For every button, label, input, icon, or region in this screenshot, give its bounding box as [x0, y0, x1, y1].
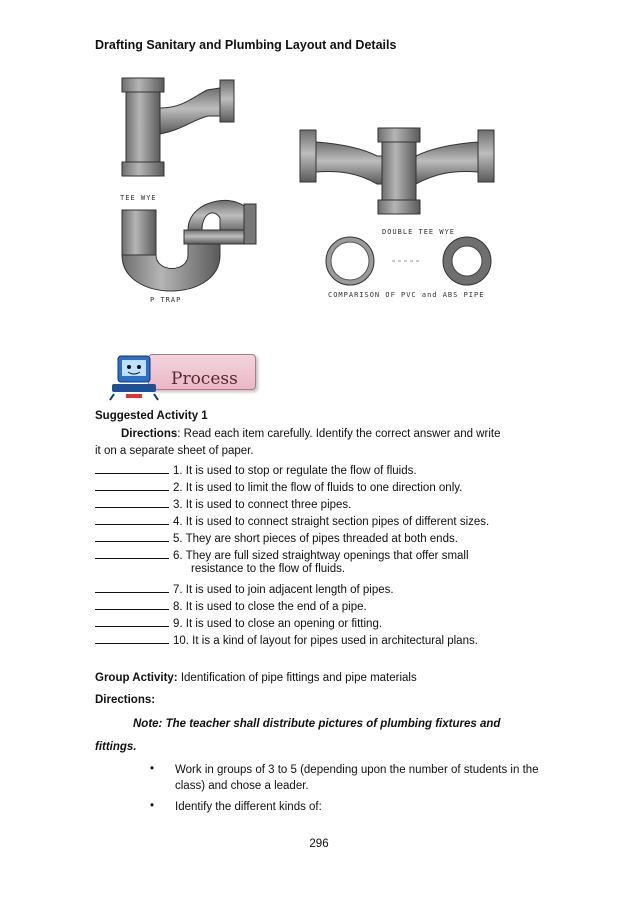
list-item: 7. It is used to join adjacent length of pipes.: [95, 580, 394, 596]
list-item: 5. They are short pieces of pipes threaded at both ends.: [95, 529, 458, 545]
double-tee-wye-label: DOUBLE TEE WYE: [382, 228, 456, 236]
item6-continuation: resistance to the flow of fluids.: [191, 563, 346, 575]
p-trap-fitting: [122, 200, 256, 291]
answer-blank: [95, 580, 169, 593]
abs-pipe-cross-section: [443, 237, 491, 285]
page-number: 296: [309, 838, 329, 850]
list-item: 3. It is used to connect three pipes.: [95, 495, 351, 511]
answer-blank: [95, 614, 169, 627]
process-banner: [148, 354, 256, 390]
teacher-note-line1: Note: The teacher shall distribute pictures of plumbing fixtures and: [133, 718, 501, 730]
bullet-icon: •: [150, 763, 155, 775]
pvc-abs-comparison-label: COMPARISON OF PVC and ABS PIPE: [328, 291, 485, 299]
process-label: Process: [171, 369, 238, 389]
group-directions-label: Directions:: [95, 694, 156, 706]
list-item: 1. It is used to stop or regulate the flow of fluids.: [95, 461, 417, 477]
bullet-item: Work in groups of 3 to 5 (depending upon the number of students in the class) and chose a leader.: [175, 764, 539, 792]
list-item: 9. It is used to close an opening or fitting.: [95, 614, 382, 630]
pvc-pipe-cross-section: [326, 237, 374, 285]
tee-wye-label: TEE WYE: [120, 194, 157, 202]
computer-mascot-icon: [108, 350, 164, 402]
answer-blank: [95, 461, 169, 474]
answer-blank: [95, 529, 169, 542]
pipe-fittings-figure: [92, 68, 532, 313]
directions-label: Directions: [121, 428, 178, 440]
teacher-note-line2: fittings.: [95, 741, 137, 753]
list-item: 2. It is used to limit the flow of fluids to one direction only.: [95, 478, 462, 494]
group-activity-text: Identification of pipe fittings and pipe materials: [177, 672, 417, 684]
answer-blank: [95, 478, 169, 491]
bullet-icon: •: [150, 800, 155, 812]
list-item: 8. It is used to close the end of a pipe.: [95, 597, 367, 613]
list-item: 6. They are full sized straightway openings that offer small: [95, 546, 469, 562]
process-badge: [108, 350, 258, 402]
list-item: 10. It is a kind of layout for pipes used in architectural plans.: [95, 631, 478, 647]
activity-directions: [121, 426, 500, 443]
list-item: 4. It is used to connect straight section pipes of different sizes.: [95, 512, 489, 528]
answer-blank: [95, 631, 169, 644]
group-activity-label: Group Activity:: [95, 672, 178, 684]
bullet-item: Identify the different kinds of:: [175, 801, 322, 813]
tee-wye-fitting: [122, 78, 234, 176]
group-activity-heading: [95, 670, 417, 687]
p-trap-label: P TRAP: [150, 296, 182, 304]
answer-blank: [95, 512, 169, 525]
directions-continuation: it on a separate sheet of paper.: [95, 445, 254, 457]
answer-blank: [95, 495, 169, 508]
answer-blank: [95, 546, 169, 559]
page-header-title: Drafting Sanitary and Plumbing Layout and Details: [95, 38, 397, 52]
pipe-fittings-illustration: [92, 68, 532, 313]
directions-text: : Read each item carefully. Identify the correct answer and write: [177, 428, 501, 440]
double-tee-wye-fitting: [300, 128, 494, 214]
answer-blank: [95, 597, 169, 610]
activity-title: Suggested Activity 1: [95, 410, 208, 422]
